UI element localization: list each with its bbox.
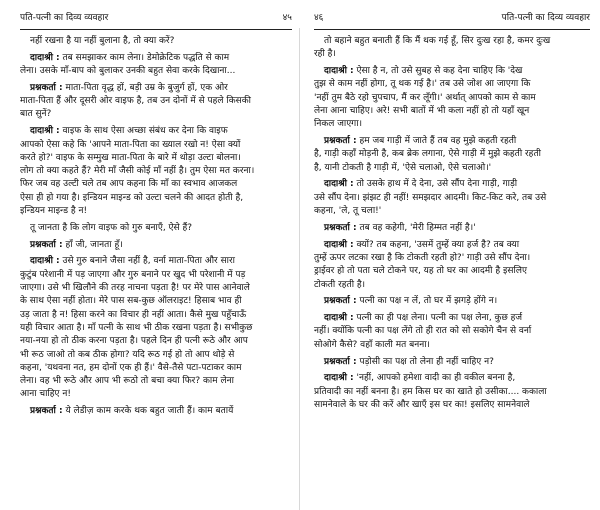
paragraph	[314, 372, 590, 412]
line-text: कहना, 'यथवना नत, हम दोनों एक ही हैं।' वैसे-तैसे पटा-पटाकर काम	[20, 362, 242, 373]
text-line	[20, 82, 292, 95]
line-text: निकल जाएगा।	[314, 119, 362, 130]
text-line	[314, 312, 590, 325]
line-text: है, गाड़ी कहाँ मोड़नी है, कब ब्रेक लगाना, ऐसे गाड़ी में मुझे कहती रहती	[314, 149, 541, 160]
line-text: रही है।	[314, 49, 336, 60]
line-text: हाँ जी, जानता हूँ।	[65, 239, 123, 250]
text-line	[314, 78, 590, 91]
line-text: करते हो?' वाइफ के सम्मुख माता-पिता के बारे में थोड़ा उल्टा बोलना।	[20, 152, 241, 163]
text-line	[314, 118, 590, 131]
paragraph	[20, 52, 292, 79]
text-line	[20, 125, 292, 138]
paragraph	[314, 312, 590, 352]
paragraph	[20, 239, 292, 252]
paragraph	[20, 405, 292, 418]
line-text: ऐसा है न, तो उसे सुबह से कह देना चाहिए कि 'देख	[356, 66, 523, 77]
text-line	[20, 362, 292, 375]
paragraph	[314, 222, 590, 235]
line-text: पत्नी का पक्ष न लें, तो घर में झगड़े होंगे न।	[359, 296, 498, 307]
left-page-body	[20, 35, 292, 419]
text-line	[20, 178, 292, 191]
text-line	[20, 65, 292, 78]
line-text: टोकती रहती है।	[314, 279, 366, 290]
text-line	[20, 165, 292, 178]
text-line	[20, 205, 292, 218]
text-line	[20, 388, 292, 401]
line-text: फिर जब वह उल्टी चले तब आप कहना कि माँ का स्वभाव आजकल	[20, 179, 238, 190]
line-text: तुझ से काम नहीं होगा, तू थक गई है।' तब उसे जोश आ जाएगा कि	[314, 79, 531, 90]
text-line	[20, 95, 292, 108]
line-text: नहीं। क्योंकि पत्नी का पक्ष लेंगे तो ही रात को सो सकोगे चैन से वर्ना	[314, 326, 532, 337]
line-text: ऐसा ही हो गया है। इन्डियन माइन्ड को उल्टा चलने की आदत होती है,	[20, 192, 244, 203]
line-text: क्यों? तब कहना, 'उसमें तुम्हें क्या हर्ज है? तब क्या	[356, 239, 520, 250]
running-head: पति-पत्नी का दिव्य व्यवहार	[20, 13, 109, 23]
speaker-label: दादाश्री :	[324, 313, 354, 324]
text-line	[20, 152, 292, 165]
line-text: लोग तो क्या कहते हैं? मेरी माँ जैसी कोई माँ नहीं है। तुम ऐसा मत करना।	[20, 166, 255, 177]
line-text: है, यानी टोकती है गाड़ी में, 'ऐसे चलाओ, ऐसे चलाओ।'	[314, 162, 492, 173]
speaker-label: दादाश्री :	[324, 66, 354, 77]
paragraph	[314, 65, 590, 131]
line-text: भी रूठ जाओ तो कब ठीक होगा? यदि रूठ गई हो तो आप थोड़े से	[20, 349, 235, 360]
line-text: तुम्हें ऊपर लटका रखा है कि टोकती रहती हो?' गाड़ी उसे सौंप देना।	[314, 252, 531, 263]
text-line	[20, 222, 292, 235]
line-text: माता-पिता वृद्ध हों, बड़ी उम्र के बुजुर्ग हों, एक ओर	[65, 82, 228, 93]
text-line	[314, 339, 590, 352]
right-page-body	[314, 35, 590, 412]
text-line	[314, 92, 590, 105]
speaker-label: दादाश्री :	[324, 239, 354, 250]
text-line	[314, 265, 590, 278]
paragraph	[20, 125, 292, 218]
speaker-label: प्रश्नकर्ता :	[324, 296, 357, 307]
text-line	[314, 386, 590, 399]
line-text: प्रतिवादी का नहीं बनना है। हम किस घर का खाते हो उसीका.... ककाला	[314, 386, 547, 397]
line-text: यही विचार आता है। माँ पत्नी के साथ भी ठीक रखना पड़ता है। सभीकुछ	[20, 322, 253, 333]
line-text: पड़ोसी का पक्ष तो लेना ही नहीं चाहिए न?	[359, 356, 494, 367]
line-text: बात सुनें?	[20, 109, 52, 120]
text-line	[314, 192, 590, 205]
line-text: तब समझाकर काम लेना। डेमोक्रेटिक पद्धति से काम	[62, 52, 230, 63]
line-text: तो बहाने बहुत बनाती हैं कि मैं थक गई हूँ, सिर दुःख रहा है, कमर दुःख	[324, 36, 551, 46]
text-line	[20, 108, 292, 121]
text-line	[314, 295, 590, 308]
line-text: हम जब गाड़ी में जाते हैं तब वह मुझे कहती रहती	[359, 136, 517, 147]
line-text: नहीं रखना है या नहीं बुलाना है, तो क्या करें?	[30, 36, 175, 46]
paragraph	[20, 82, 292, 122]
line-text: माता-पिता हैं और दूसरी ओर वाइफ है, तब उन दोनों में से पहले किसकी	[20, 96, 251, 107]
speaker-label: दादाश्री :	[30, 126, 60, 137]
line-text: लेना। उसके माँ-बाप को बुलाकर उनकी बहुत सेवा करके दिखाना...	[20, 66, 236, 77]
line-text: के साथ ऐसा नहीं होता। मेरे पास सब-कुछ ऑलराइट! हिसाब भाव ही	[20, 296, 242, 307]
text-line	[20, 282, 292, 295]
text-line	[314, 205, 590, 218]
text-line	[314, 148, 590, 161]
text-line	[20, 405, 292, 418]
speaker-label: प्रश्नकर्ता :	[30, 239, 63, 250]
line-text: तू जानता है कि लोग वाइफ को गुरु बनाएँ, ऐसे हैं?	[30, 222, 193, 233]
text-line	[20, 35, 292, 48]
text-line	[314, 35, 590, 48]
paragraph	[20, 222, 292, 235]
line-text: कुटुंब परेशानी में पड़ जाएगा और गुरु बनाने पर खुद भी परेशानी में पड़	[20, 269, 246, 280]
line-text: जाएगा। उसे भी खिलौने की तरह नाचना पड़ता है! पर मेरे पास आनेवाले	[20, 283, 250, 294]
speaker-label: प्रश्नकर्ता :	[324, 136, 357, 147]
text-line	[20, 309, 292, 322]
text-line	[314, 239, 590, 252]
line-text: 'नहीं तुम बैठे रहो चुपचाप, मैं कर लूँगी।' अर्थात् आपको काम से काम	[314, 92, 536, 103]
paragraph	[314, 239, 590, 292]
line-text: सामनेवाले के घर की करें और खाएँ इस घर का! इसलिए सामनेवाले	[314, 399, 530, 410]
line-text: सोओगे कैसे? वहाँ काली मत बनना।	[314, 339, 430, 350]
speaker-label: दादाश्री :	[324, 373, 354, 384]
speaker-label: प्रश्नकर्ता :	[30, 406, 63, 417]
text-line	[314, 135, 590, 148]
text-line	[314, 372, 590, 385]
text-line	[20, 375, 292, 388]
speaker-label: दादाश्री :	[30, 52, 60, 63]
text-line	[314, 325, 590, 338]
page-number: ४५	[282, 13, 292, 23]
page-number: ४६	[314, 13, 324, 23]
paragraph	[20, 35, 292, 48]
text-line	[20, 192, 292, 205]
text-line	[314, 399, 590, 412]
line-text: लेना आना चाहिए। अरे! सभी बातों में भी कला नहीं हो तो यहाँ खून	[314, 105, 530, 116]
text-line	[20, 269, 292, 282]
paragraph	[314, 356, 590, 369]
text-line	[314, 252, 590, 265]
line-text: ड्राईवर हो तो पता चले टोकने पर, यह तो घर का आदमी है इसलिए	[314, 266, 527, 277]
text-line	[314, 222, 590, 235]
right-page-header	[314, 10, 590, 30]
speaker-label: प्रश्नकर्ता :	[324, 356, 357, 367]
line-text: उसे गुरु बनाने जैसा नहीं है, वर्ना माता-पिता और सारा	[62, 256, 236, 267]
speaker-label: प्रश्नकर्ता :	[324, 222, 357, 233]
text-line	[20, 349, 292, 362]
line-text: आपको ऐसा कहे कि 'आपने माता-पिता का ख्याल रखो न! ऐसा क्यों	[20, 139, 241, 150]
line-text: आना चाहिए न!	[20, 389, 71, 400]
text-line	[20, 239, 292, 252]
line-text: तो उसके हाथ में दे देना, उसे सौंप देना गाड़ी, गाड़ी	[356, 179, 518, 190]
text-line	[314, 178, 590, 191]
text-line	[314, 356, 590, 369]
text-line	[314, 105, 590, 118]
paragraph	[314, 178, 590, 218]
line-text: उसे सौंप देना। झंझट ही नहीं! समझदार आदमी। किट-किट करे, तब उसे	[314, 192, 547, 203]
running-head: पति-पत्नी का दिव्य व्यवहार	[501, 13, 590, 23]
line-text: 'नहीं, आपको हमेशा वादी का ही वकील बनना है,	[356, 373, 516, 384]
paragraph	[314, 135, 590, 175]
speaker-label: दादाश्री :	[324, 179, 354, 190]
text-line	[314, 48, 590, 61]
text-line	[20, 335, 292, 348]
text-line	[314, 162, 590, 175]
line-text: ये लेडीज़ काम करके थक बहुत जाती हैं। काम बतायें	[65, 406, 234, 417]
line-text: इन्डियन माइन्ड है न!	[20, 206, 88, 217]
paragraph	[314, 295, 590, 308]
speaker-label: दादाश्री :	[30, 256, 60, 267]
paragraph	[314, 35, 590, 62]
text-line	[20, 295, 292, 308]
line-text: लेना। वह भी रूठे और आप भी रूठो तो बचा क्या फिर? काम लेना	[20, 376, 234, 387]
line-text: उड़ जाता है न! हिसा करने का विचार ही नहीं आता। कैसे मुख पहुँचाऊँ	[20, 309, 247, 320]
text-line	[314, 279, 590, 292]
line-text: तब वह कहेगी, 'मेरी हिम्मत नहीं है।'	[359, 222, 476, 233]
right-page	[300, 0, 600, 510]
line-text: पत्नी का ही पक्ष लेना। पत्नी का पक्ष लेना, कुछ हर्ज	[356, 313, 523, 324]
paragraph	[20, 255, 292, 401]
speaker-label: प्रश्नकर्ता :	[30, 82, 63, 93]
text-line	[20, 255, 292, 268]
line-text: कहना, 'ले, तू चला!'	[314, 206, 382, 217]
line-text: वाइफ के साथ ऐसा अच्छा संबंध कर देना कि वाइफ	[62, 126, 228, 137]
text-line	[20, 322, 292, 335]
text-line	[20, 139, 292, 152]
line-text: नया-नया हो तो ठीक करना पड़ता है। पहले दिन ही पत्नी रूठे और आप	[20, 336, 248, 347]
left-page-header	[20, 10, 292, 30]
text-line	[314, 65, 590, 78]
text-line	[20, 52, 292, 65]
